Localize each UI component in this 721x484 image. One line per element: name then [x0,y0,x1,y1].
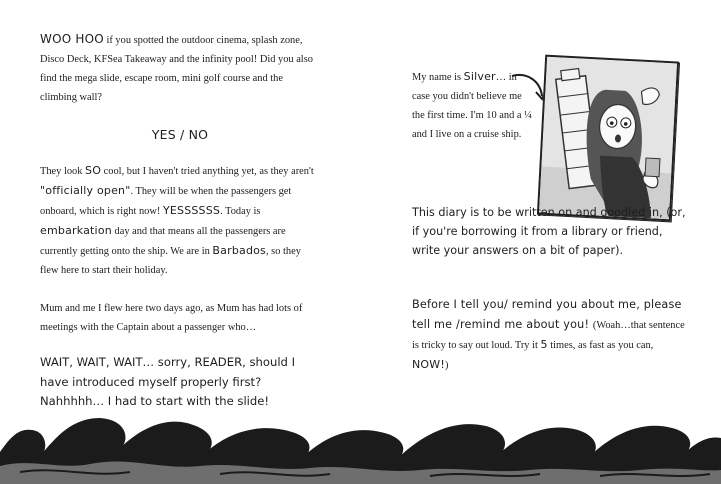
woo-hoo-text: WOO HOO [40,32,104,46]
paragraph-diary-instructions: This diary is to be written on and doodled in, (or, if you're borrowing it from a library or friend, write your answers on a bit of paper). [412,206,686,257]
paragraph-mum-and-me: Mum and me I flew here two days ago, as Mum has had lots of meetings with the Captain about a passenger who… [40,303,303,333]
silver-intro-note: My name is Silver… in case you didn't believe me the first time. I'm 10 and a ¼ and I live on a cruise ship. [412,70,532,140]
left-page [40,30,320,412]
girl-with-leaning-tower-photo [537,55,679,222]
yes-no-answer: YES / NO [151,127,209,142]
paragraph-before-i-tell-you: Before I tell you/ remind you about me, please tell me /remind me about you! (Woah…that sentence is tricky to say out loud. Try it 5 times, as fast as you can, NOW!) [412,298,685,371]
paragraph-wait-wait: WAIT, WAIT, WAIT… sorry, READER, should I have introduced myself properly first? Nahhhhh… I had to start with the slide! [40,355,296,408]
paragraph-woo-hoo: WOO HOO if you spotted the outdoor cinema, splash zone, Disco Deck, KFSea Takeaway and the infinity pool! Did you also find the mega slide, escape room, mini golf course and the climbing wall? [40,32,313,103]
paragraph-look-so-cool: They look SO cool, but I haven't tried anything yet, as they aren't "officially open". They will be when the passengers get onboard, which is right now! YESSSSSS. Today is embarkation day and that means all the passengers are currently getting onto the ship. We are in Barbados, so they flew here to start their holiday. [40,164,314,276]
ocean-waves-illustration [0,400,721,484]
